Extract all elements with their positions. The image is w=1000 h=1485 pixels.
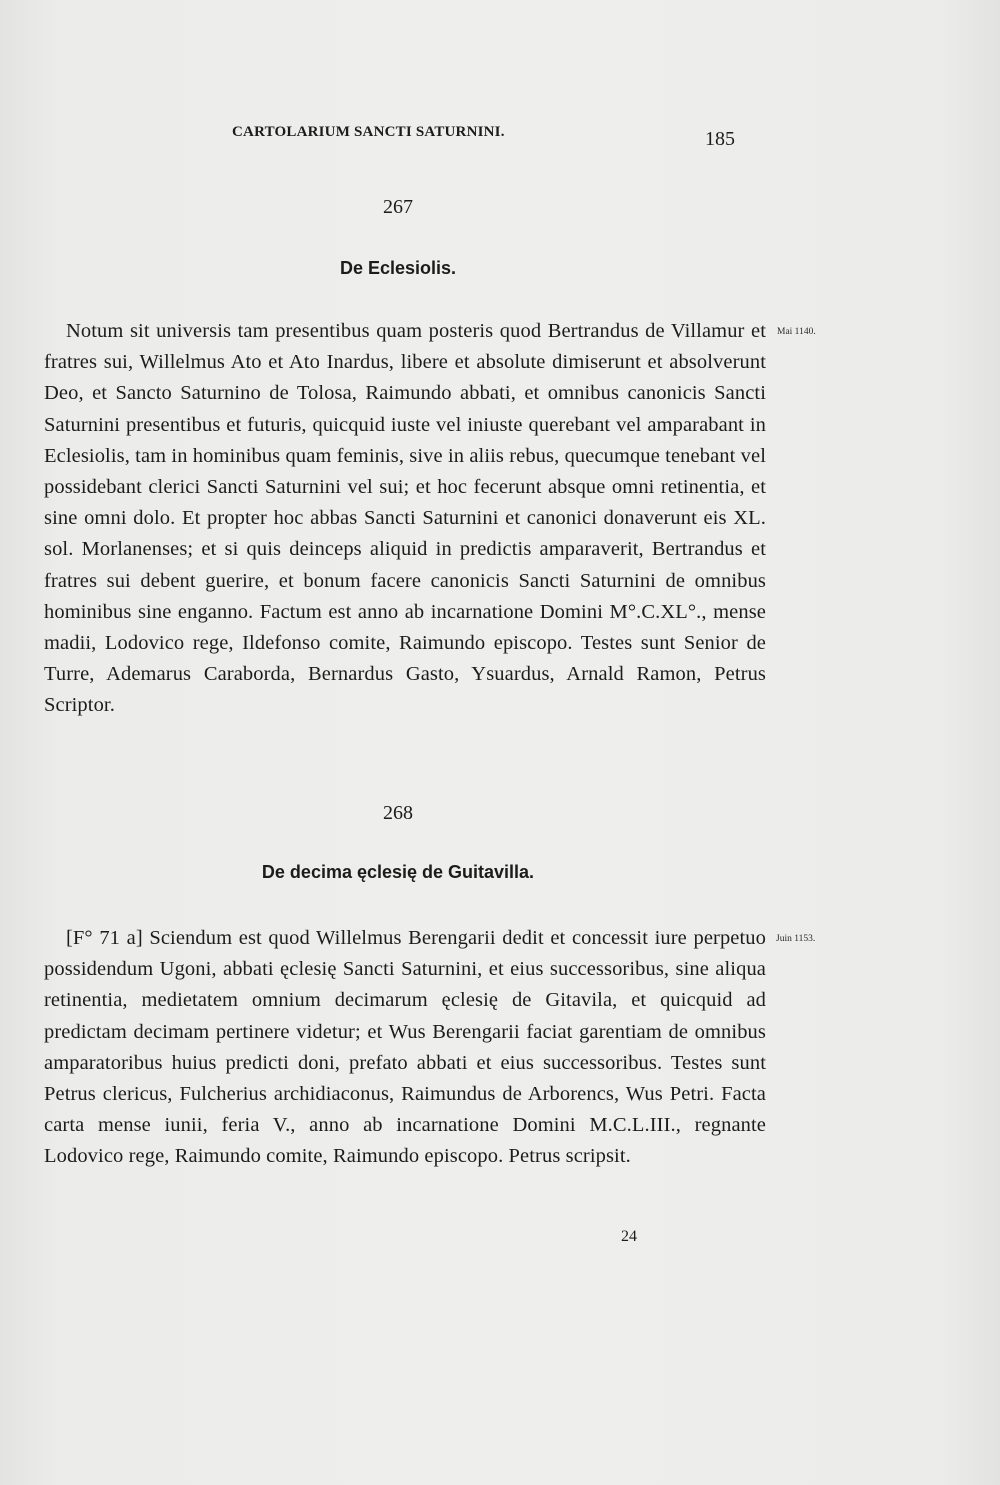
entry-text	[44, 316, 766, 722]
margin-date: Mai 1140.	[777, 327, 816, 337]
entry-title: De decima ęclesię de Guitavilla.	[261, 862, 535, 882]
entry-paragraph: Notum sit universis tam presentibus quam posteris quod Bertrandus de Villamur et fratres sui, Willelmus Ato et Ato Inardus, libere et absolute dimiserunt et absolverunt Deo, et Sancto Saturnino de Tolosa, Raimundo abbati, et omnibus canonicis Sancti Saturnini presentibus et futuris, quicquid iuste vel iniuste querebant vel amparabant in Eclesiolis, tam in hominibus quam feminis, sive in aliis rebus, quecumque tenebant vel possidebant clerici Sancti Saturnini vel sui; et hoc fecerunt absque omni retinentia, et sine omni dolo. Et propter hoc abbas Sancti Saturnini et canonici donaverunt eis XL. sol. Morlanenses; et si quis deinceps aliquid in predictis amparaverit, Bertrandus et fratres sui debent guerire, et bonum facere canonicis Sancti Saturnini de omnibus hominibus sine enganno. Factum est anno ab incarnatione Domini M°.C.XL°., mense madii, Lodovico rege, Ildefonso comite, Raimundo episcopo. Testes sunt Senior de Turre, Ademarus Caraborda, Bernardus Gasto, Ysuardus, Arnald Ramon, Petrus Scriptor.	[44, 320, 766, 717]
margin-date: Juin 1153.	[776, 934, 816, 944]
page-number: 185	[705, 128, 735, 150]
entry-title: De Eclesiolis.	[339, 258, 457, 278]
entry-paragraph: [F° 71 a] Sciendum est quod Willelmus Berengarii dedit et concessit iure perpetuo possidendum Ugoni, abbati ęclesię Sancti Saturnini, et eius successoribus, sine aliqua retinentia, medietatem omnium decimarum ęclesię de Gitavila, et quicquid ad predictam decimam pertinere videtur; et Wus Berengarii faciat garentiam de omnibus amparatoribus huius predicti doni, prefato abbati et eius successoribus. Testes sunt Petrus clericus, Fulcherius archidiaconus, Raimundus de Arborencs, Wus Petri. Facta carta mense iunii, feria V., anno ab incarnatione Domini M.C.L.III., regnante Lodovico rege, Raimundo comite, Raimundo episcopo. Petrus scripsit.	[44, 927, 766, 1168]
signature-mark: 24	[621, 1228, 637, 1245]
entry-number: 267	[383, 196, 413, 218]
entry-text	[44, 923, 766, 1173]
running-title: CARTOLARIUM SANCTI SATURNINI.	[232, 124, 505, 140]
entry-number: 268	[383, 802, 413, 824]
